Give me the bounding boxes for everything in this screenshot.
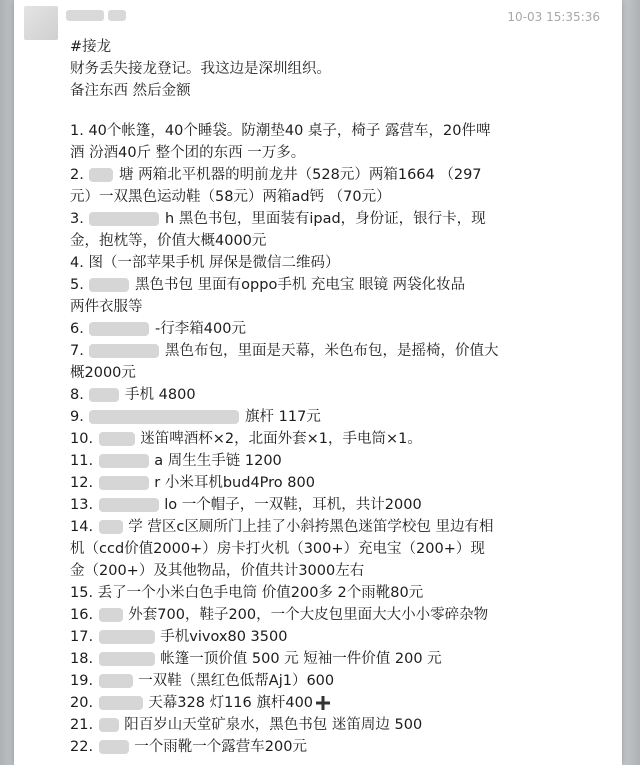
redacted-name	[99, 520, 123, 534]
sender-avatar[interactable]	[24, 6, 58, 40]
redacted-name	[89, 388, 119, 402]
solitaire-list	[70, 120, 610, 758]
list-item-line: 概2000元	[70, 365, 136, 381]
list-item-line: 金，抱枕等，价值大概4000元	[70, 233, 267, 249]
list-item-line: 14. 学 营区c区厕所门上挂了小斜挎黑色迷笛学校包 里边有相	[70, 519, 494, 535]
list-item-line: 4. 图（一部苹果手机 屏保是微信二维码）	[70, 255, 340, 271]
redacted-name	[99, 432, 135, 446]
list-item-line: 1. 40个帐篷，40个睡袋。防潮垫40 桌子，椅子 露营车，20件啤	[70, 123, 491, 139]
redacted-name	[89, 410, 239, 424]
list-item-line: 9. 旗杆 117元	[70, 409, 321, 425]
list-item-line: 10. 迷笛啤酒杯×2，北面外套×1，手电筒×1。	[70, 431, 422, 447]
list-item-line: 2. 塘 两箱北平机器的明前龙井（528元）两箱1664 （297	[70, 167, 482, 183]
list-item-line: 7. 黑色布包，里面是天幕，米色布包，是摇椅，价值大	[70, 343, 499, 359]
redacted-name	[89, 168, 113, 182]
redacted-name	[89, 344, 159, 358]
list-item-line: 19. 一双鞋（黑红色低帮Aj1）600	[70, 673, 335, 689]
redacted-name	[89, 322, 149, 336]
note-line: 备注东西 然后金额	[70, 83, 191, 99]
sender-name-redacted	[66, 8, 176, 24]
list-item-line: 15. 丢了一个小米白色手电筒 价值200多 2个雨靴80元	[70, 585, 424, 601]
intro-line: 财务丢失接龙登记。我这边是深圳组织。	[70, 61, 331, 77]
list-item-line: 3. h 黑色书包，里面装有ipad，身份证，银行卡，现	[70, 211, 486, 227]
list-item-line: 8. 手机 4800	[70, 387, 196, 403]
list-item-line: 21. 阳百岁山天堂矿泉水，黑色书包 迷笛周边 500	[70, 717, 423, 733]
redacted-name	[99, 498, 159, 512]
list-item-line: 20. 天幕328 灯116 旗杆400	[70, 692, 610, 714]
list-item-line: 5. 黑色书包 里面有oppo手机 充电宝 眼镜 两袋化妆品	[70, 277, 466, 293]
redacted-name	[99, 454, 149, 468]
list-item-line: 16. 外套700，鞋子200，一个大皮包里面大大小小零碎杂物	[70, 607, 489, 623]
redacted-name	[99, 476, 149, 490]
list-item-line: 11. a 周生生手链 1200	[70, 453, 282, 469]
hashtag-line: #接龙	[70, 39, 112, 55]
message-body	[70, 36, 610, 758]
list-item-line: 6. -行李箱400元	[70, 321, 246, 337]
chat-message-card	[14, 0, 622, 765]
redacted-name	[99, 630, 155, 644]
list-item-line: 酒 汾酒40斤 整个团的东西 一万多。	[70, 145, 306, 161]
redacted-name	[99, 718, 119, 732]
list-item-line: 元）一双黑色运动鞋（58元）两箱ad钙 （70元）	[70, 189, 391, 205]
list-item-line: 17. 手机vivox80 3500	[70, 629, 288, 645]
redacted-name	[99, 740, 129, 754]
list-item-line: 机（ccd价值2000+）房卡打火机（300+）充电宝（200+）现	[70, 541, 485, 557]
list-item-line: 两件衣服等	[70, 299, 143, 315]
redacted-name	[99, 652, 155, 666]
message-timestamp: 10-03 15:35:36	[507, 10, 600, 24]
list-item-line: 22. 一个雨靴一个露营车200元	[70, 739, 307, 755]
list-item-line: 18. 帐篷一顶价值 500 元 短袖一件价值 200 元	[70, 651, 442, 667]
redacted-name	[89, 212, 159, 226]
list-item-line: 12. r 小米耳机bud4Pro 800	[70, 475, 315, 491]
redacted-name	[99, 696, 143, 710]
redacted-name	[89, 278, 129, 292]
plus-icon	[315, 695, 331, 711]
list-item-line: 13. lo 一个帽子，一双鞋，耳机，共计2000	[70, 497, 422, 513]
list-item-line: 金（200+）及其他物品，价值共计3000左右	[70, 563, 365, 579]
redacted-name	[99, 674, 133, 688]
redacted-name	[99, 608, 123, 622]
